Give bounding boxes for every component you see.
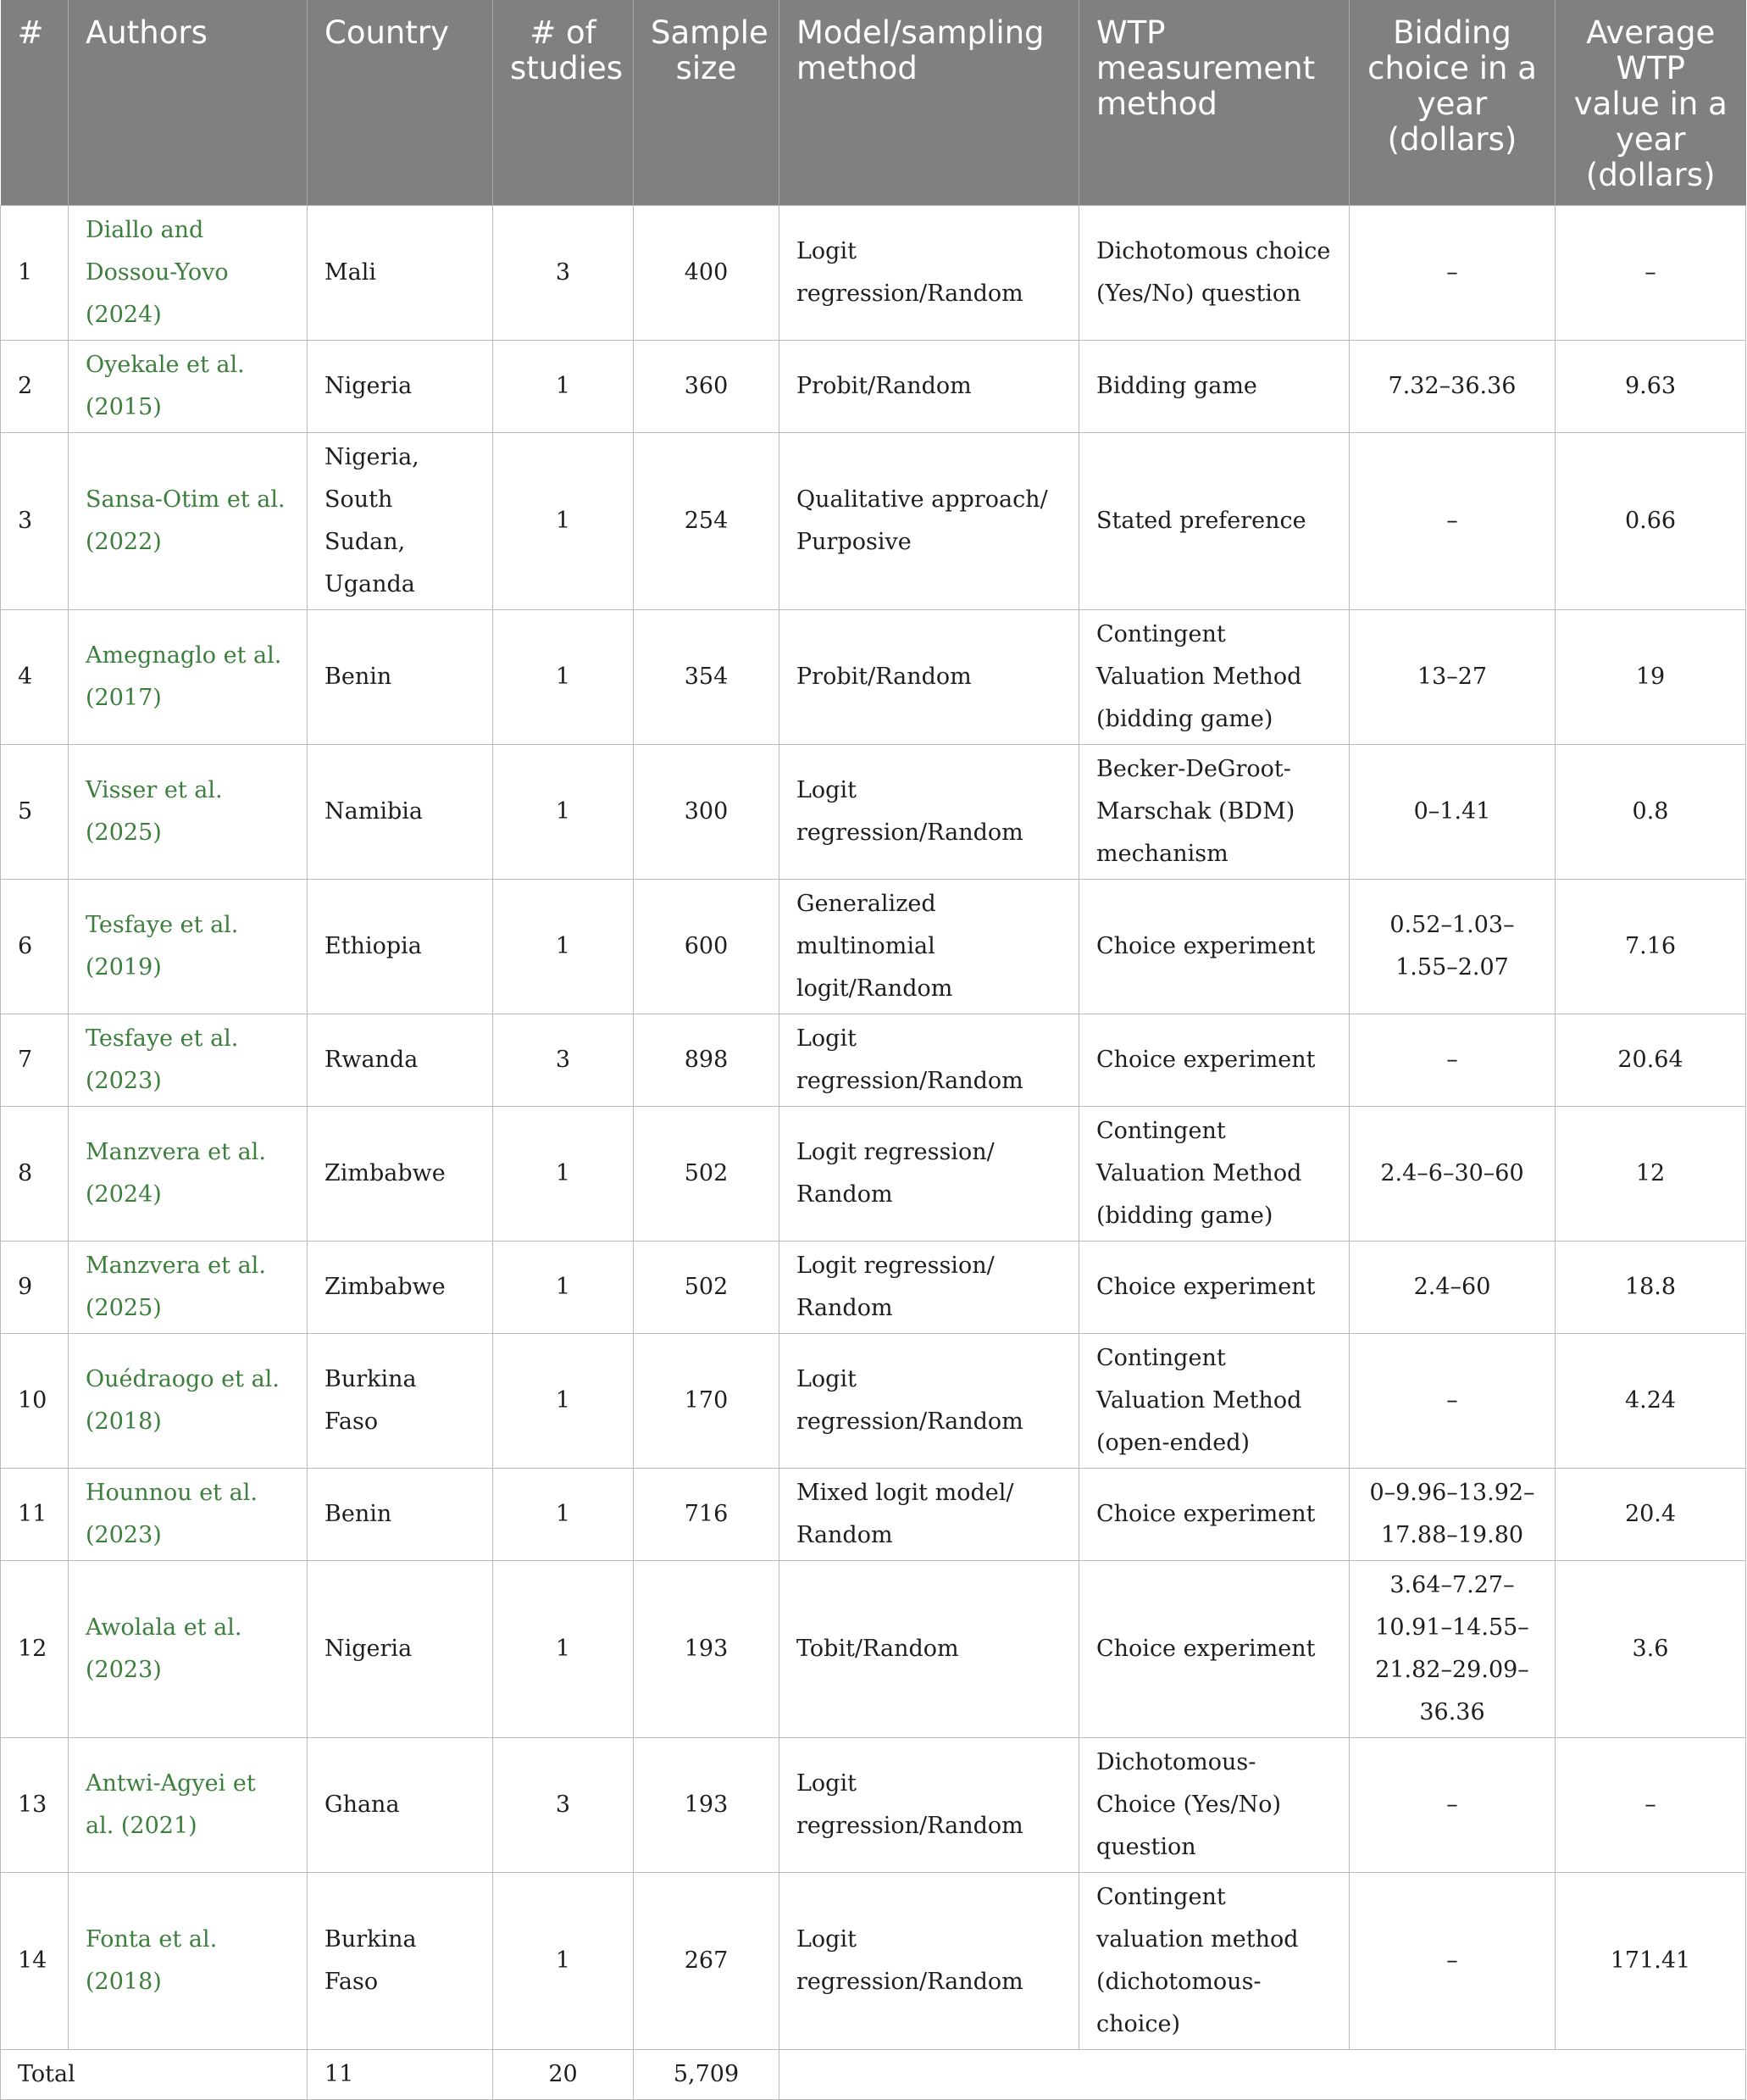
- cell-bidding: –: [1350, 1873, 1556, 2050]
- cell-num: 9: [1, 1242, 69, 1334]
- cell-model: Logit regression/Random: [779, 745, 1079, 880]
- cell-num: 14: [1, 1873, 69, 2050]
- total-empty: [779, 2050, 1746, 2100]
- cell-authors[interactable]: Tesfaye et al. (2019): [69, 880, 308, 1014]
- table-row: [1, 433, 1746, 610]
- cell-country: Benin: [308, 1469, 493, 1561]
- cell-model: Tobit/Random: [779, 1561, 1079, 1738]
- cell-wtp-method: Contingent Valuation Method (bidding game): [1079, 1107, 1350, 1242]
- cell-num: 11: [1, 1469, 69, 1561]
- table-row: [1, 341, 1746, 433]
- cell-average: 9.63: [1556, 341, 1746, 433]
- cell-model: Qualitative approach/ Purposive: [779, 433, 1079, 610]
- cell-studies: 1: [493, 1873, 634, 2050]
- cell-average: 12: [1556, 1107, 1746, 1242]
- cell-model: Logit regression/ Random: [779, 1242, 1079, 1334]
- cell-sample-size: 193: [634, 1561, 779, 1738]
- cell-authors[interactable]: Sansa-Otim et al. (2022): [69, 433, 308, 610]
- cell-average: 171.41: [1556, 1873, 1746, 2050]
- table-row: [1, 1334, 1746, 1469]
- cell-sample-size: 600: [634, 880, 779, 1014]
- cell-studies: 1: [493, 880, 634, 1014]
- cell-authors[interactable]: Amegnaglo et al. (2017): [69, 610, 308, 745]
- header-country: Country: [308, 0, 493, 206]
- header-model: Model/sampling method: [779, 0, 1079, 206]
- cell-average: 18.8: [1556, 1242, 1746, 1334]
- cell-country: Ethiopia: [308, 880, 493, 1014]
- cell-sample-size: 254: [634, 433, 779, 610]
- table-row: [1, 1561, 1746, 1738]
- cell-model: Probit/Random: [779, 341, 1079, 433]
- cell-wtp-method: Becker-DeGroot-Marschak (BDM) mechanism: [1079, 745, 1350, 880]
- cell-authors[interactable]: Awolala et al. (2023): [69, 1561, 308, 1738]
- cell-bidding: 0–1.41: [1350, 745, 1556, 880]
- cell-country: Nigeria: [308, 1561, 493, 1738]
- cell-bidding: –: [1350, 433, 1556, 610]
- cell-country: Nigeria: [308, 341, 493, 433]
- cell-average: 4.24: [1556, 1334, 1746, 1469]
- cell-sample-size: 502: [634, 1107, 779, 1242]
- cell-studies: 3: [493, 206, 634, 341]
- table-row: [1, 745, 1746, 880]
- cell-sample-size: 170: [634, 1334, 779, 1469]
- cell-studies: 1: [493, 341, 634, 433]
- cell-authors[interactable]: Antwi-Agyei et al. (2021): [69, 1738, 308, 1873]
- cell-model: Logit regression/Random: [779, 1873, 1079, 2050]
- cell-bidding: –: [1350, 206, 1556, 341]
- cell-studies: 1: [493, 433, 634, 610]
- cell-sample-size: 354: [634, 610, 779, 745]
- header-bidding: Bidding choice in a year (dollars): [1350, 0, 1556, 206]
- cell-wtp-method: Dichotomous-Choice (Yes/No) question: [1079, 1738, 1350, 1873]
- cell-average: –: [1556, 1738, 1746, 1873]
- cell-country: Benin: [308, 610, 493, 745]
- cell-studies: 1: [493, 745, 634, 880]
- cell-studies: 1: [493, 1469, 634, 1561]
- cell-sample-size: 300: [634, 745, 779, 880]
- cell-average: 20.64: [1556, 1014, 1746, 1107]
- cell-country: Mali: [308, 206, 493, 341]
- table-row: [1, 1014, 1746, 1107]
- cell-bidding: 2.4–60: [1350, 1242, 1556, 1334]
- cell-studies: 1: [493, 610, 634, 745]
- cell-country: Nigeria, South Sudan, Uganda: [308, 433, 493, 610]
- cell-sample-size: 716: [634, 1469, 779, 1561]
- cell-authors[interactable]: Oyekale et al. (2015): [69, 341, 308, 433]
- cell-average: –: [1556, 206, 1746, 341]
- total-label: Total: [1, 2050, 308, 2100]
- cell-sample-size: 193: [634, 1738, 779, 1873]
- cell-authors[interactable]: Ouédraogo et al. (2018): [69, 1334, 308, 1469]
- cell-wtp-method: Dichotomous choice (Yes/No) question: [1079, 206, 1350, 341]
- cell-num: 4: [1, 610, 69, 745]
- total-row: [1, 2050, 1746, 2100]
- cell-bidding: 0.52–1.03–1.55–2.07: [1350, 880, 1556, 1014]
- cell-bidding: –: [1350, 1014, 1556, 1107]
- cell-wtp-method: Choice experiment: [1079, 880, 1350, 1014]
- cell-average: 3.6: [1556, 1561, 1746, 1738]
- cell-num: 13: [1, 1738, 69, 1873]
- cell-country: Namibia: [308, 745, 493, 880]
- cell-bidding: 3.64–7.27–10.91–14.55–21.82–29.09–36.36: [1350, 1561, 1556, 1738]
- table-row: [1, 1738, 1746, 1873]
- cell-country: Zimbabwe: [308, 1107, 493, 1242]
- cell-wtp-method: Contingent Valuation Method (bidding game): [1079, 610, 1350, 745]
- cell-studies: 1: [493, 1334, 634, 1469]
- cell-num: 5: [1, 745, 69, 880]
- total-sample-size: 5,709: [634, 2050, 779, 2100]
- cell-model: Logit regression/Random: [779, 1014, 1079, 1107]
- cell-wtp-method: Choice experiment: [1079, 1242, 1350, 1334]
- cell-sample-size: 267: [634, 1873, 779, 2050]
- cell-authors[interactable]: Fonta et al. (2018): [69, 1873, 308, 2050]
- table-row: [1, 610, 1746, 745]
- cell-num: 10: [1, 1334, 69, 1469]
- cell-model: Logit regression/Random: [779, 206, 1079, 341]
- cell-average: 0.8: [1556, 745, 1746, 880]
- cell-studies: 1: [493, 1107, 634, 1242]
- cell-average: 20.4: [1556, 1469, 1746, 1561]
- cell-num: 3: [1, 433, 69, 610]
- cell-model: Logit regression/Random: [779, 1334, 1079, 1469]
- table-body: [1, 206, 1746, 2100]
- cell-bidding: 7.32–36.36: [1350, 341, 1556, 433]
- cell-average: 0.66: [1556, 433, 1746, 610]
- cell-country: Ghana: [308, 1738, 493, 1873]
- cell-wtp-method: Bidding game: [1079, 341, 1350, 433]
- header-average: Average WTP value in a year (dollars): [1556, 0, 1746, 206]
- cell-studies: 3: [493, 1014, 634, 1107]
- cell-authors[interactable]: Visser et al. (2025): [69, 745, 308, 880]
- cell-wtp-method: Choice experiment: [1079, 1561, 1350, 1738]
- cell-wtp-method: Stated preference: [1079, 433, 1350, 610]
- header-num: #: [1, 0, 69, 206]
- header-row: [1, 0, 1746, 206]
- total-country: 11: [308, 2050, 493, 2100]
- cell-country: Burkina Faso: [308, 1334, 493, 1469]
- cell-num: 8: [1, 1107, 69, 1242]
- table-row: [1, 1107, 1746, 1242]
- total-studies: 20: [493, 2050, 634, 2100]
- header-authors: Authors: [69, 0, 308, 206]
- cell-bidding: 13–27: [1350, 610, 1556, 745]
- cell-wtp-method: Choice experiment: [1079, 1469, 1350, 1561]
- cell-model: Probit/Random: [779, 610, 1079, 745]
- table-row: [1, 1242, 1746, 1334]
- cell-bidding: –: [1350, 1334, 1556, 1469]
- cell-wtp-method: Contingent valuation method (dichotomous-choice): [1079, 1873, 1350, 2050]
- cell-sample-size: 400: [634, 206, 779, 341]
- cell-authors[interactable]: Hounnou et al. (2023): [69, 1469, 308, 1561]
- cell-bidding: –: [1350, 1738, 1556, 1873]
- cell-sample-size: 360: [634, 341, 779, 433]
- header-sample-size: Sample size: [634, 0, 779, 206]
- cell-num: 7: [1, 1014, 69, 1107]
- cell-model: Logit regression/ Random: [779, 1107, 1079, 1242]
- table-row: [1, 880, 1746, 1014]
- cell-model: Logit regression/Random: [779, 1738, 1079, 1873]
- cell-country: Burkina Faso: [308, 1873, 493, 2050]
- cell-wtp-method: Choice experiment: [1079, 1014, 1350, 1107]
- header-wtp-method: WTP measurement method: [1079, 0, 1350, 206]
- table-row: [1, 1873, 1746, 2050]
- cell-model: Mixed logit model/ Random: [779, 1469, 1079, 1561]
- cell-studies: 1: [493, 1561, 634, 1738]
- cell-bidding: 0–9.96–13.92–17.88–19.80: [1350, 1469, 1556, 1561]
- cell-bidding: 2.4–6–30–60: [1350, 1107, 1556, 1242]
- cell-authors[interactable]: Manzvera et al. (2024): [69, 1107, 308, 1242]
- cell-model: Generalized multinomial logit/Random: [779, 880, 1079, 1014]
- header-studies: # of studies: [493, 0, 634, 206]
- table-row: [1, 1469, 1746, 1561]
- cell-wtp-method: Contingent Valuation Method (open-ended): [1079, 1334, 1350, 1469]
- cell-num: 1: [1, 206, 69, 341]
- cell-country: Zimbabwe: [308, 1242, 493, 1334]
- cell-average: 7.16: [1556, 880, 1746, 1014]
- cell-num: 6: [1, 880, 69, 1014]
- cell-num: 12: [1, 1561, 69, 1738]
- table-row: [1, 206, 1746, 341]
- cell-authors[interactable]: Tesfaye et al. (2023): [69, 1014, 308, 1107]
- cell-num: 2: [1, 341, 69, 433]
- cell-studies: 1: [493, 1242, 634, 1334]
- cell-authors[interactable]: Diallo and Dossou-Yovo (2024): [69, 206, 308, 341]
- cell-average: 19: [1556, 610, 1746, 745]
- cell-country: Rwanda: [308, 1014, 493, 1107]
- cell-sample-size: 502: [634, 1242, 779, 1334]
- cell-authors[interactable]: Manzvera et al. (2025): [69, 1242, 308, 1334]
- cell-studies: 3: [493, 1738, 634, 1873]
- cell-sample-size: 898: [634, 1014, 779, 1107]
